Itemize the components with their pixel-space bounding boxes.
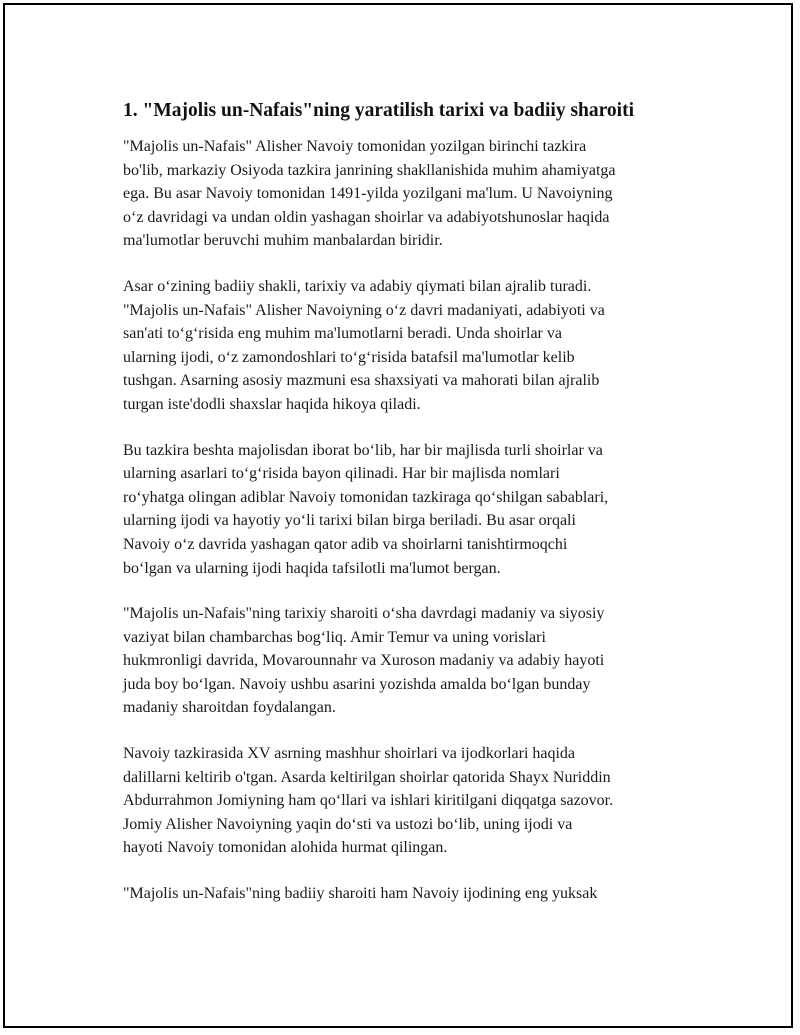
text-line: turgan iste'dodli shaxslar haqida hikoya qiladi.: [123, 395, 421, 413]
text-line: ma'lumotlar beruvchi muhim manbalardan biridir.: [123, 232, 443, 250]
text-line: Asar o‘zining badiiy shakli, tarixiy va adabiy qiymati bilan ajralib turadi.: [123, 277, 592, 295]
paragraph-1: [123, 135, 703, 253]
text-line: "Majolis un-Nafais"ning tarixiy sharoiti o‘sha davrdagi madaniy va siyosiy: [123, 605, 605, 623]
text-line: hukmronligi davrida, Movarounnahr va Xuroson madaniy va adabiy hayoti: [123, 652, 605, 670]
text-line: Abdurrahmon Jomiyning ham qo‘llari va ishlari kiritilgani diqqatga sazovor.: [123, 792, 614, 810]
paragraph-3: [123, 439, 703, 581]
text-line: Jomiy Alisher Navoiyning yaqin do‘sti va ustozi bo‘lib, uning ijodi va: [123, 815, 573, 833]
text-line: ularning asarlari to‘g‘risida bayon qilinadi. Har bir majlisda nomlari: [123, 465, 560, 483]
section-heading: 1. "Majolis un-Nafais"ning yaratilish tarixi va badiiy sharoiti: [123, 100, 635, 121]
text-line: hayoti Navoiy tomonidan alohida hurmat qilingan.: [123, 839, 448, 857]
document-content: [123, 98, 703, 928]
text-line: madaniy sharoitdan foydalangan.: [123, 699, 336, 717]
text-line: juda boy bo‘lgan. Navoiy ushbu asarini yozishda amalda bo‘lgan bunday: [123, 675, 591, 693]
text-line: "Majolis un-Nafais"ning badiiy sharoiti ham Navoiy ijodining eng yuksak: [123, 885, 598, 903]
text-line: bo‘lgan va ularning ijodi haqida tafsilotli ma'lumot bergan.: [123, 559, 501, 577]
text-line: o‘z davridagi va undan oldin yashagan shoirlar va adabiyotshunoslar haqida: [123, 208, 610, 226]
paragraph-5: [123, 742, 703, 860]
paragraph-6: [123, 882, 703, 906]
text-line: ularning ijodi, o‘z zamondoshlari to‘g‘risida batafsil ma'lumotlar kelib: [123, 348, 575, 366]
text-line: Bu tazkira beshta majolisdan iborat bo‘lib, har bir majlisda turli shoirlar va: [123, 441, 603, 459]
text-line: "Majolis un-Nafais" Alisher Navoiyning o‘z davri madaniyati, adabiyoti va: [123, 301, 605, 319]
text-line: "Majolis un-Nafais" Alisher Navoiy tomonidan yozilgan birinchi tazkira: [123, 138, 587, 155]
text-line: Navoiy o‘z davrida yashagan qator adib va shoirlarni tanishtirmoqchi: [123, 535, 568, 553]
text-line: bo'lib, markaziy Osiyoda tazkira janrining shakllanishida muhim ahamiyatga: [123, 161, 616, 179]
paragraph-2: [123, 275, 703, 417]
text-line: ega. Bu asar Navoiy tomonidan 1491-yilda yozilgani ma'lum. U Navoiyning: [123, 185, 613, 203]
paragraph-4: [123, 602, 703, 720]
text-line: Navoiy tazkirasida XV asrning mashhur shoirlari va ijodkorlari haqida: [123, 745, 576, 763]
text-line: tushgan. Asarning asosiy mazmuni esa shaxsiyati va mahorati bilan ajralib: [123, 372, 600, 390]
page-frame: [3, 3, 793, 1028]
text-line: ularning ijodi va hayotiy yo‘li tarixi bilan birga beriladi. Bu asar orqali: [123, 512, 576, 530]
text-line: dalillarni keltirib o'tgan. Asarda keltirilgan shoirlar qatorida Shayx Nuriddin: [123, 768, 611, 786]
text-line: vaziyat bilan chambarchas bog‘liq. Amir Temur va uning vorislari: [123, 628, 546, 646]
text-line: san'ati to‘g‘risida eng muhim ma'lumotlarni beradi. Unda shoirlar va: [123, 325, 562, 343]
text-line: ro‘yhatga olingan adiblar Navoiy tomonidan tazkiraga qo‘shilgan sabablari,: [123, 488, 609, 506]
